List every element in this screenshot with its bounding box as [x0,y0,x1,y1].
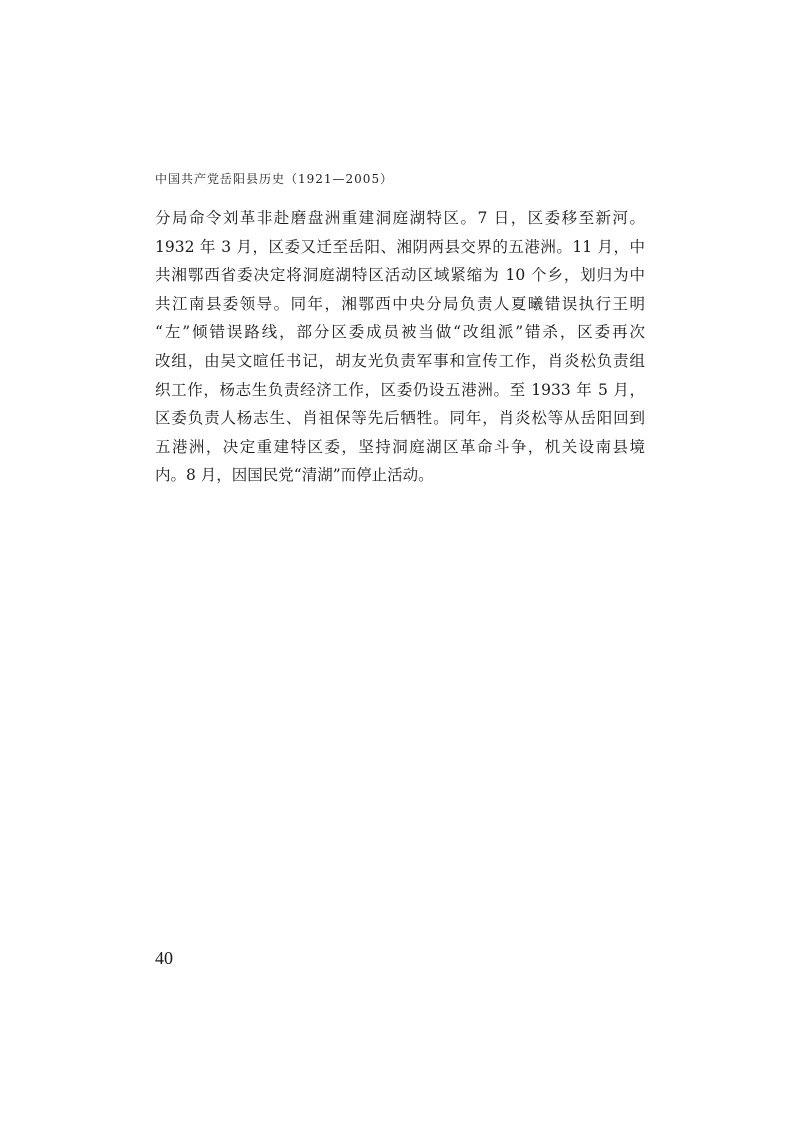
text-line: “左”倾错误路线，部分区委成员被当做“改组派”错杀，区委再次 [155,323,645,342]
text-line: 分局命令刘革非赴磨盘洲重建洞庭湖特区。7 日，区委移至新河。 [155,209,645,227]
text-line: 共湘鄂西省委决定将洞庭湖特区活动区域紧缩为 10 个乡，划归为中 [155,266,645,285]
text-line: 五港洲，决定重建特区委，坚持洞庭湖区革命斗争，机关设南县境 [155,437,645,456]
text-line: 改组，由吴文暄任书记，胡友光负责军事和宣传工作，肖炎松负责组 [155,351,645,370]
text-line: 区委负责人杨志生、肖祖保等先后牺牲。同年，肖炎松等从岳阳回到 [155,409,645,428]
page-number: 40 [155,948,173,968]
text-line: 织工作，杨志生负责经济工作，区委仍设五港洲。至 1933 年 5 月， [155,380,645,399]
text-line: 1932 年 3 月，区委又迁至岳阳、湘阴两县交界的五港洲。11 月，中 [155,237,645,256]
text-line: 内。8 月，因国民党“清湖”而停止活动。 [155,466,434,485]
body-paragraph [155,204,645,490]
running-header: 中国共产党岳阳县历史（1921—2005） [155,172,394,186]
text-line: 共江南县委领导。同年，湘鄂西中央分局负责人夏曦错误执行王明 [155,294,645,313]
